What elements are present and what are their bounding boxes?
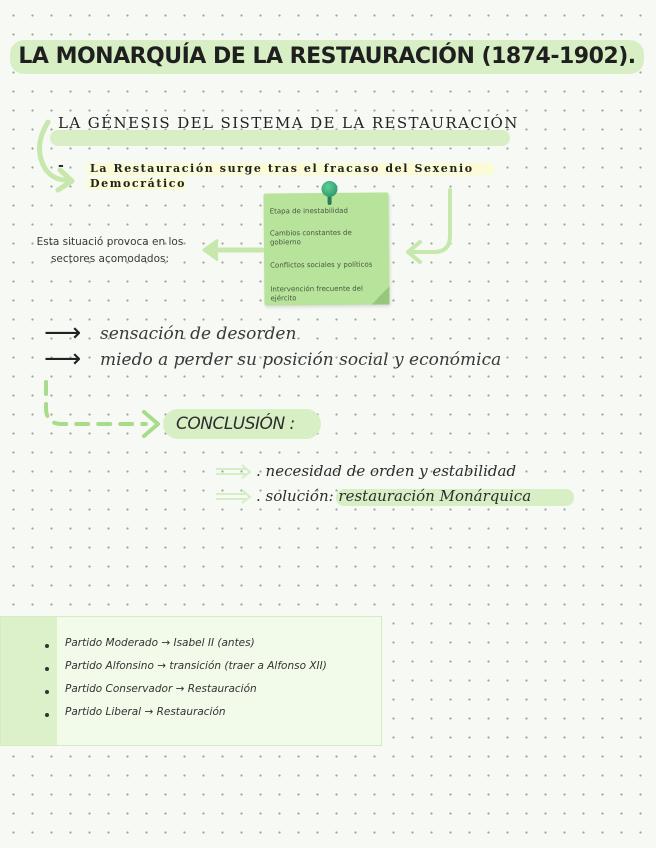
conclusion-label: CONCLUSIÓN :	[176, 414, 295, 434]
return-arrow-icon	[396, 186, 466, 266]
left-arrow-icon	[196, 236, 266, 266]
arrow-right-icon	[214, 464, 254, 480]
parties-strip	[1, 617, 57, 745]
note-fold	[371, 286, 389, 304]
pushpin-icon	[321, 181, 337, 197]
conclusion-line: . solución: restauración Monárquica	[256, 487, 532, 505]
sticky-note	[264, 192, 390, 305]
dashed-arrow-icon	[36, 378, 166, 442]
party-item: Partido Moderado → Isabel II (antes)	[65, 637, 255, 649]
note-item: Conflictos sociales y políticos	[270, 260, 373, 270]
arrow-right-icon	[214, 489, 254, 505]
bullet-dash: -	[58, 158, 64, 174]
subtitle-highlight	[50, 130, 510, 146]
conclusion-line: . necesidad de orden y estabilidad	[256, 462, 517, 480]
arrow-right-icon: ⟶	[44, 344, 82, 374]
bullet-dot	[45, 644, 49, 648]
party-item: Partido Conservador → Restauración	[65, 683, 257, 695]
situation-text: Esta situació provoca en los sectores acomodados:	[36, 236, 184, 265]
bullet-dot	[45, 713, 49, 717]
parties-box	[0, 616, 382, 746]
note-item: Etapa de inestabilidad	[269, 206, 348, 216]
curved-arrow-icon	[26, 118, 86, 198]
party-item: Partido Liberal → Restauración	[65, 706, 226, 718]
section-heading: LA GÉNESIS DEL SISTEMA DE LA RESTAURACIÓN	[58, 114, 519, 132]
note-item: Cambios constantes de gobierno	[269, 228, 352, 247]
party-item: Partido Alfonsino → transición (traer a Alfonso XII)	[65, 660, 327, 672]
consequence-item: miedo a perder su posición social y económica	[100, 350, 502, 370]
intro-text: La Restauración surge tras el fracaso del Sexenio Democrático	[90, 162, 474, 190]
arrow-right-icon: ⟶	[44, 318, 82, 348]
note-item: Intervención frecuente del ejército	[270, 284, 363, 303]
bullet-dot	[45, 667, 49, 671]
consequence-item: sensación de desorden	[100, 324, 297, 344]
page-title: LA MONARQUÍA DE LA RESTAURACIÓN (1874-1902).	[18, 44, 636, 69]
bullet-dot	[45, 690, 49, 694]
